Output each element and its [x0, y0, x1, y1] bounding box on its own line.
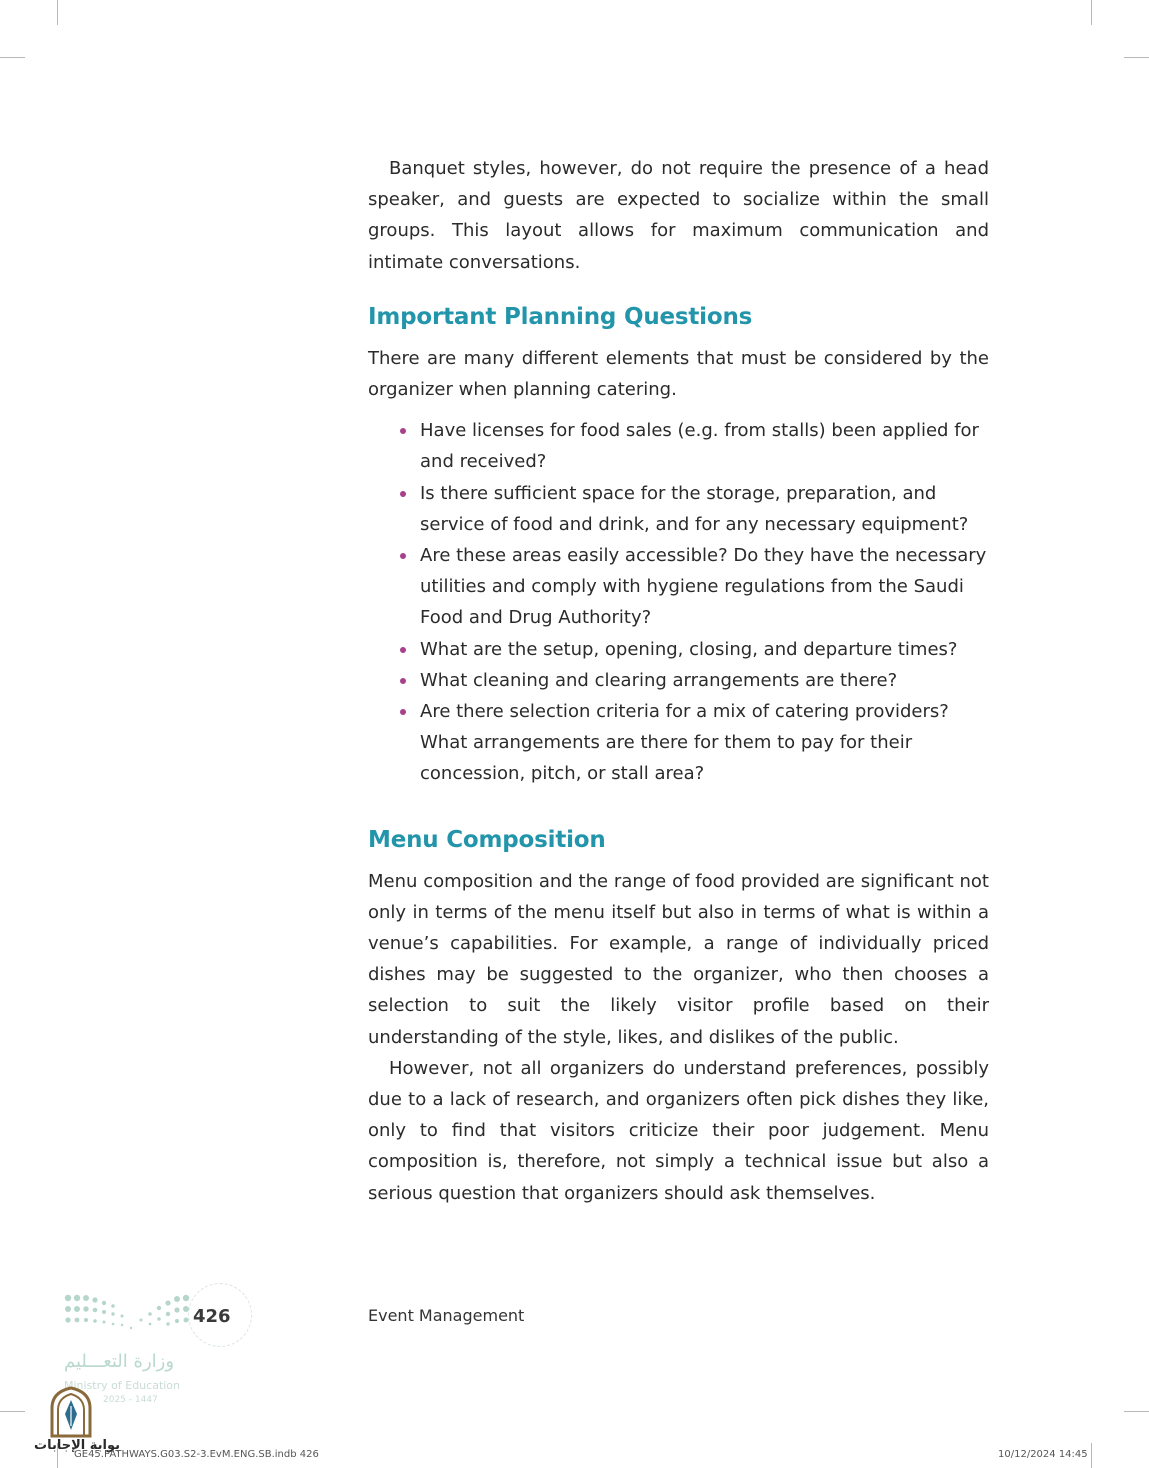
crop-mark — [1091, 1443, 1092, 1468]
print-slug-date: 10/12/2024 14:45 — [998, 1449, 1088, 1460]
ministry-name-english: Ministry of Education — [64, 1379, 181, 1392]
list-item-text: Are there selection criteria for a mix of catering providers? What arrangements are there for them to pay for their concession, pitch, or stall area? — [420, 701, 949, 785]
list-item — [420, 415, 989, 477]
crop-mark — [1124, 57, 1149, 58]
ministry-year: 2025 - 1447 — [103, 1395, 158, 1405]
ministry-name-arabic: وزارة التعـــليم — [64, 1351, 175, 1372]
list-item-text: What are the setup, opening, closing, and departure times? — [420, 638, 958, 660]
intro-paragraph: Banquet styles, however, do not require the presence of a head speaker, and guests are expected to socialize within the small groups. This layout allows for maximum communication and intimate conversations. — [368, 158, 989, 273]
list-item — [420, 665, 989, 696]
bullet-icon — [400, 553, 406, 559]
site-logo-icon — [48, 1386, 94, 1438]
body-paragraph: Menu composition and the range of food provided are significant not only in terms of the menu itself but also in terms of what is within a venue’s capabilities. For example, a range of individually priced dishes may be suggested to the organizer, who then chooses a selection to suit the likely visitor profile based on their understanding of the style, likes, and dislikes of the public. — [368, 870, 989, 1048]
crop-mark — [1124, 1411, 1149, 1412]
section-heading: Important Planning Questions — [368, 303, 753, 330]
crop-mark — [57, 0, 58, 25]
page-number: 426 — [193, 1306, 231, 1327]
page-body — [368, 153, 989, 1209]
list-item — [420, 696, 989, 790]
list-item — [420, 478, 989, 540]
crop-mark — [1091, 0, 1092, 25]
list-item — [420, 540, 989, 634]
body-paragraph: However, not all organizers do understand preferences, possibly due to a lack of research, and organizers often pick dishes they like, only to find that visitors criticize their poor judgement. Menu composition is, therefore, not simply a technical issue but also a serious question that organizers should ask themselves. — [368, 1057, 989, 1204]
section-heading: Menu Composition — [368, 826, 606, 853]
list-item-text: What cleaning and clearing arrangements are there? — [420, 669, 898, 691]
bullet-icon — [400, 491, 406, 497]
site-name: بوابة الإجابات — [34, 1438, 120, 1453]
body-paragraph: There are many different elements that must be considered by the organizer when planning catering. — [368, 347, 989, 401]
running-title: Event Management — [368, 1306, 525, 1325]
list-item-text: Have licenses for food sales (e.g. from stalls) been applied for and received? — [420, 420, 979, 473]
bullet-icon — [400, 678, 406, 684]
crop-mark — [0, 1411, 25, 1412]
list-item — [420, 634, 989, 665]
crop-mark — [0, 57, 25, 58]
list-item-text: Are these areas easily accessible? Do they have the necessary utilities and comply with hygiene regulations from the Saudi Food and Drug Authority? — [420, 545, 987, 629]
list-item-text: Is there sufficient space for the storage, preparation, and service of food and drink, and for any necessary equipment? — [420, 482, 969, 535]
print-slug-file: GE45.PATHWAYS.G03.S2-3.EvM.ENG.SB.indb 426 — [74, 1449, 319, 1460]
bullet-icon — [400, 647, 406, 653]
ministry-logo-dots-icon — [64, 1292, 200, 1332]
bullet-icon — [400, 428, 406, 434]
bullet-icon — [400, 709, 406, 715]
bullet-list — [368, 415, 989, 789]
